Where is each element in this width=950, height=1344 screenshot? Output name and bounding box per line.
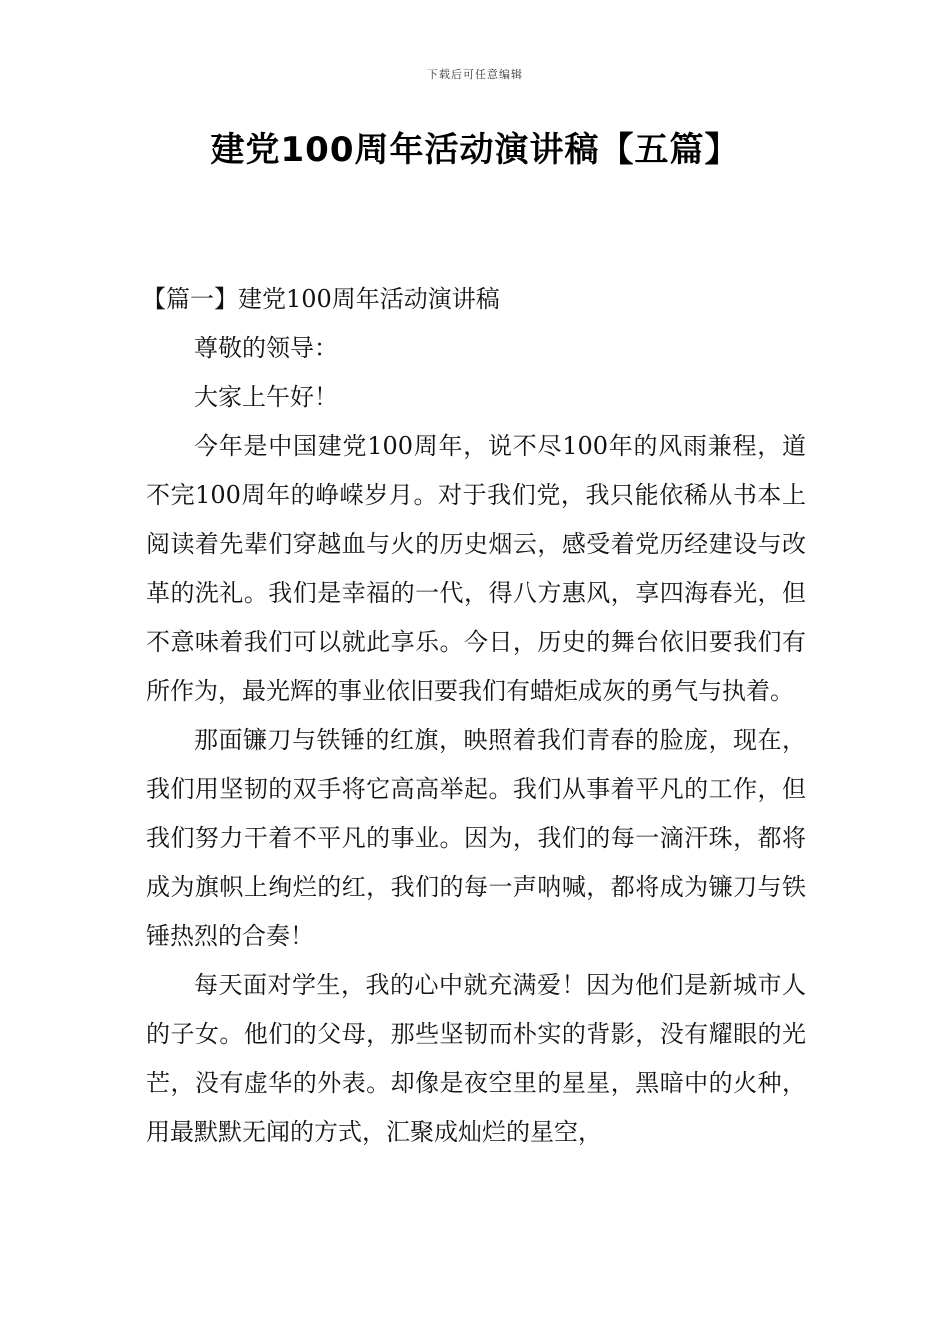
paragraph: 那面镰刀与铁锤的红旗，映照着我们青春的脸庞，现在，我们用坚韧的双手将它高高举起。我们从事着平凡的工作，但我们努力干着不平凡的事业。因为，我们的每一滴汗珠，都将成为旗帜上绚烂的红，我们的每一声呐喊，都将成为镰刀与铁锤热烈的合奏！: [146, 726, 806, 950]
paragraph: 每天面对学生，我的心中就充满爱！因为他们是新城市人的子女。他们的父母，那些坚韧而朴实的背影，没有耀眼的光芒，没有虚华的外表。却像是夜空里的星星，黑暗中的火种，用最默默无闻的方式，汇聚成灿烂的星空，: [146, 971, 806, 1146]
section-heading: 【篇一】建党100周年活动演讲稿: [142, 285, 500, 313]
document-body: [142, 275, 806, 1157]
header-note: 下载后可任意编辑: [427, 68, 523, 81]
document-title: 建党100周年活动演讲稿【五篇】: [210, 130, 740, 170]
salutation: 尊敬的领导：: [194, 334, 338, 362]
paragraph: 今年是中国建党100周年，说不尽100年的风雨兼程，道不完100周年的峥嵘岁月。对于我们党，我只能依稀从书本上阅读着先辈们穿越血与火的历史烟云，感受着党历经建设与改革的洗礼。我们是幸福的一代，得八方惠风，享四海春光，但不意味着我们可以就此享乐。今日，历史的舞台依旧要我们有所作为，最光辉的事业依旧要我们有蜡炬成灰的勇气与执着。: [146, 432, 806, 705]
greeting: 大家上午好！: [194, 383, 338, 411]
